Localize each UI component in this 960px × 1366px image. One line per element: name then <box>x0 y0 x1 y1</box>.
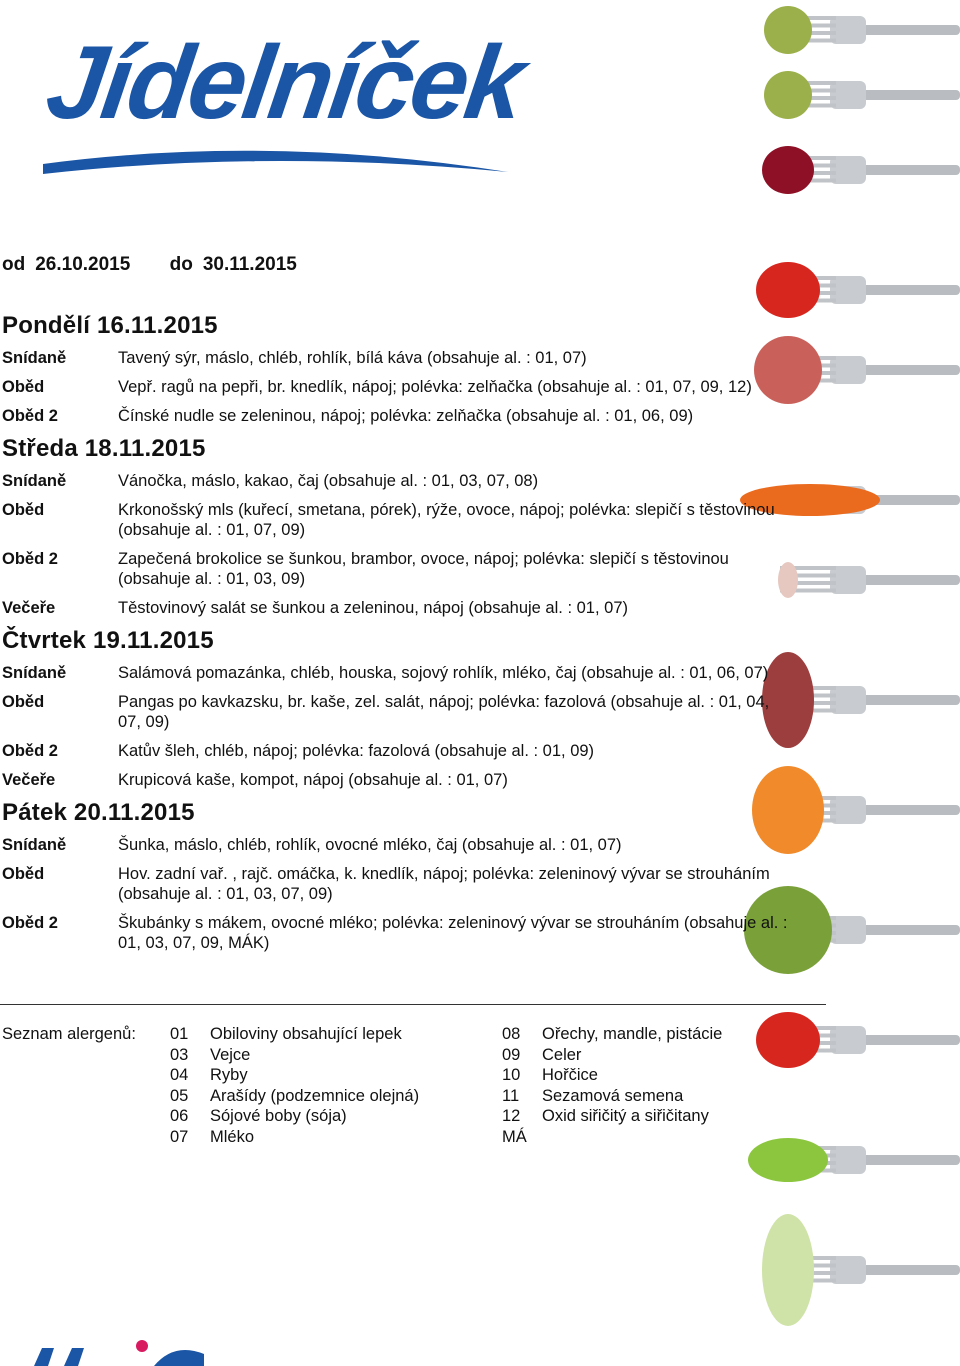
period-to-date: 30.11.2015 <box>202 254 297 275</box>
allergen-name: Vejce <box>210 1045 251 1064</box>
allergen-code: 01 <box>170 1025 189 1043</box>
allergen-code: 05 <box>170 1086 189 1105</box>
allergen-name: Oxid siřičitý a siřičitany <box>542 1107 709 1125</box>
meal-description: Krupicová kaše, kompot, nápoj (obsahuje al. : 01, 07) <box>118 771 508 789</box>
meal-description: Hov. zadní vař. , rajč. omáčka, k. knedlík, nápoj; polévka: zeleninový vývar se strouháním (obsahuje al. : 01, 03, 07, 09) <box>118 865 770 903</box>
meal-name: Snídaně <box>2 472 67 490</box>
logo-text: Jídelníček <box>39 25 530 141</box>
meal-description: Čínské nudle se zeleninou, nápoj; polévka: zelňačka (obsahuje al. : 01, 06, 09) <box>118 407 694 425</box>
meal-row <box>0 913 800 953</box>
logo <box>18 14 530 184</box>
meal-name: Snídaně <box>2 664 67 682</box>
allergen-name: Mléko <box>210 1127 255 1146</box>
day-title: Pátek 20.11.2015 <box>2 799 195 826</box>
period-from-date: 26.10.2015 <box>35 254 131 275</box>
allergen-code: 06 <box>170 1107 189 1125</box>
allergen-name: Sezamová semena <box>542 1086 684 1105</box>
menu-period <box>2 254 297 276</box>
allergen-column-2 <box>502 1024 834 1147</box>
allergen-list-title: Seznam alergenů: <box>2 1025 136 1043</box>
logo-swoosh <box>18 14 508 184</box>
footer-logo-fragment <box>34 1336 204 1366</box>
meal-description: Těstovinový salát se šunkou a zeleninou, nápoj (obsahuje al. : 01, 07) <box>118 599 628 617</box>
meal-name: Oběd <box>2 501 45 519</box>
meal-row <box>0 598 800 618</box>
meal-name: Večeře <box>2 599 56 617</box>
meal-description: Krkonošský mls (kuřecí, smetana, pórek), rýže, ovoce, nápoj; polévka: slepičí s těstovinou (obsahuje al. : 01, 07, 09) <box>118 501 775 539</box>
meal-row <box>0 692 800 732</box>
day-title: Pondělí 16.11.2015 <box>2 312 218 339</box>
allergen-list <box>0 1024 834 1147</box>
fork-cherry-icon <box>762 146 960 194</box>
fork-brussels-sprout-icon <box>764 71 960 119</box>
weekly-menu <box>0 312 800 962</box>
meal-description: Vánočka, máslo, kakao, čaj (obsahuje al. : 01, 03, 07, 08) <box>118 472 539 490</box>
allergen-name: Ryby <box>210 1066 248 1084</box>
period-from-label: od <box>2 254 26 275</box>
meal-row <box>0 741 800 761</box>
fork-brussels-sprout-icon <box>764 6 960 54</box>
meal-row <box>0 406 800 426</box>
fork-bean-icon <box>778 562 960 598</box>
allergen-code: 09 <box>502 1045 521 1064</box>
allergen-code: 07 <box>170 1127 189 1146</box>
allergen-name: Celer <box>542 1045 582 1064</box>
meal-name: Oběd 2 <box>2 914 58 932</box>
allergen-code: 12 <box>502 1107 521 1125</box>
allergen-code: 04 <box>170 1066 189 1084</box>
meal-row <box>0 835 800 855</box>
allergen-code: 10 <box>502 1066 521 1084</box>
allergen-name <box>542 1127 834 1148</box>
allergen-code: 03 <box>170 1045 189 1064</box>
meal-description: Šunka, máslo, chléb, rohlík, ovocné mléko, čaj (obsahuje al. : 01, 07) <box>118 836 622 854</box>
meal-description: Katův šleh, chléb, nápoj; polévka: fazolová (obsahuje al. : 01, 09) <box>118 742 595 760</box>
meal-description: Salámová pomazánka, chléb, houska, sojový rohlík, mléko, čaj (obsahuje al. : 01, 06, 07) <box>118 664 769 682</box>
meal-name: Oběd 2 <box>2 407 58 425</box>
allergen-name: Hořčice <box>542 1066 598 1084</box>
meal-row <box>0 663 800 683</box>
meal-name: Snídaně <box>2 349 67 367</box>
allergen-name: Ořechy, mandle, pistácie <box>542 1025 723 1043</box>
meal-row <box>0 500 800 540</box>
allergen-column-1 <box>170 1024 502 1147</box>
meal-name: Oběd <box>2 378 45 396</box>
allergen-code: 11 <box>502 1086 520 1105</box>
meal-row <box>0 348 800 368</box>
meal-name: Oběd <box>2 865 45 883</box>
meal-description: Škubánky s mákem, ovocné mléko; polévka: zeleninový vývar se strouháním (obsahuje al. : 01, 03, 07, 09, MÁK) <box>118 914 788 952</box>
meal-description: Vepř. ragů na pepři, br. knedlík, nápoj; polévka: zelňačka (obsahuje al. : 01, 07, 09, 12) <box>118 378 752 396</box>
meal-description: Pangas po kavkazsku, br. kaše, zel. salát, nápoj; polévka: fazolová (obsahuje al. : 01, 04, 07, 09) <box>118 693 770 731</box>
day-wednesday <box>0 435 800 618</box>
meal-row <box>0 770 800 790</box>
fork-leek-icon <box>762 1214 960 1326</box>
meal-description: Tavený sýr, máslo, chléb, rohlík, bílá káva (obsahuje al. : 01, 07) <box>118 349 587 367</box>
allergen-name: Obiloviny obsahující lepek <box>210 1025 402 1043</box>
meal-name: Snídaně <box>2 836 67 854</box>
day-title: Středa 18.11.2015 <box>2 435 206 462</box>
meal-name: Oběd 2 <box>2 742 58 760</box>
day-friday <box>0 799 800 953</box>
allergen-code: MÁ <box>502 1127 527 1146</box>
meal-row <box>0 864 800 904</box>
period-to-label: do <box>169 254 193 275</box>
day-thursday <box>0 627 800 790</box>
meal-row <box>0 471 800 491</box>
day-title: Čtvrtek 19.11.2015 <box>2 627 214 654</box>
meal-row <box>0 549 800 589</box>
divider-line <box>0 1004 826 1005</box>
meal-name: Večeře <box>2 771 56 789</box>
allergen-code: 08 <box>502 1025 521 1043</box>
allergen-name: Sójové boby (sója) <box>210 1107 347 1125</box>
meal-description: Zapečená brokolice se šunkou, brambor, ovoce, nápoj; polévka: slepičí s těstovinou (obsahuje al. : 01, 03, 09) <box>118 550 729 588</box>
day-monday <box>0 312 800 426</box>
fork-strawberry-icon <box>756 262 960 318</box>
allergen-name: Arašídy (podzemnice olejná) <box>210 1086 420 1105</box>
meal-name: Oběd 2 <box>2 550 58 568</box>
meal-row <box>0 377 800 397</box>
meal-name: Oběd <box>2 693 45 711</box>
